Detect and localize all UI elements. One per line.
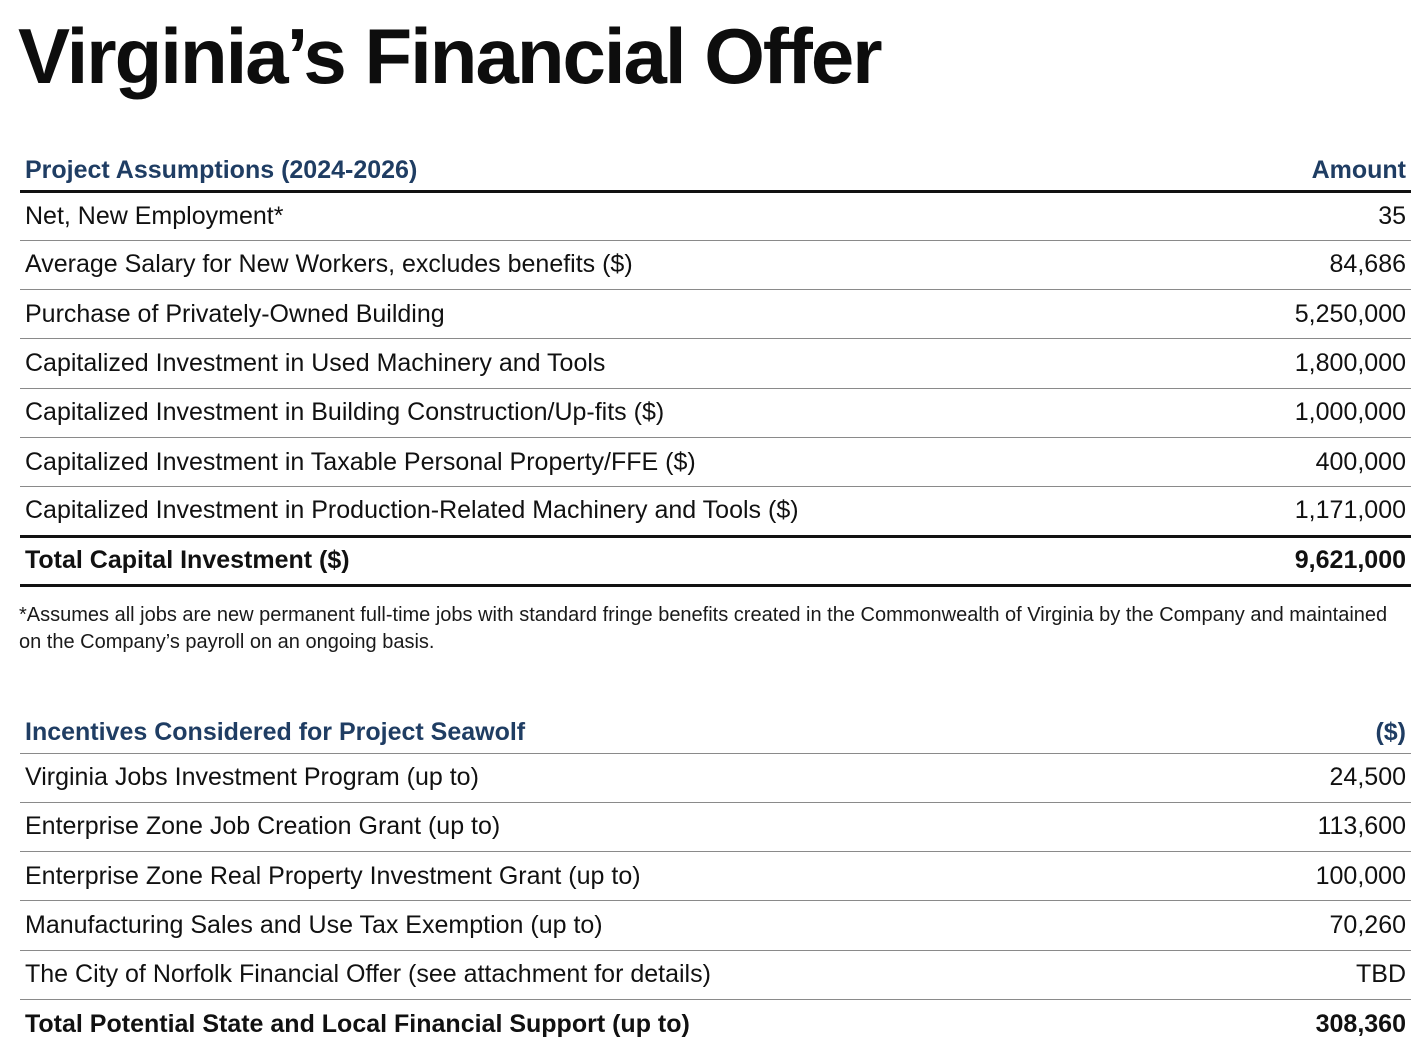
total-row [20, 999, 1411, 1048]
row-value: TBD [1120, 950, 1411, 999]
row-label: Enterprise Zone Real Property Investment Grant (up to) [20, 852, 1120, 901]
row-label: Capitalized Investment in Production-Related Machinery and Tools ($) [25, 496, 799, 525]
row-label: The City of Norfolk Financial Offer (see attachment for details) [20, 950, 1120, 999]
row-label: Net, New Employment* [20, 191, 1120, 240]
page-title: Virginia’s Financial Offer [18, 12, 881, 100]
table-row [20, 802, 1411, 851]
row-label: Capitalized Investment in Building Construction/Up-fits ($) [20, 388, 1120, 437]
row-value: 1,000,000 [1120, 388, 1411, 437]
table-row [20, 852, 1411, 901]
project-assumptions-table [20, 151, 1411, 587]
incentives-table [20, 713, 1411, 1049]
row-value: 1,800,000 [1120, 339, 1411, 388]
row-value: 400,000 [1120, 437, 1411, 486]
total-row [20, 536, 1411, 585]
row-value: 5,250,000 [1120, 290, 1411, 339]
row-value: 35 [1120, 191, 1411, 240]
row-label: Capitalized Investment in Used Machinery and Tools [20, 339, 1120, 388]
table-row [20, 339, 1411, 388]
table-row [20, 901, 1411, 950]
table-row [20, 487, 1411, 536]
column-header-amount: Amount [1120, 151, 1411, 191]
row-label: Average Salary for New Workers, excludes benefits ($) [20, 240, 1120, 289]
table-row [20, 388, 1411, 437]
table-row [20, 753, 1411, 802]
row-label: Enterprise Zone Job Creation Grant (up to) [20, 802, 1120, 851]
row-value: 70,260 [1120, 901, 1411, 950]
total-label: Total Potential State and Local Financial Support (up to) [25, 1009, 690, 1038]
column-header-amount: ($) [1120, 713, 1411, 753]
row-label: Purchase of Privately-Owned Building [20, 290, 1120, 339]
total-label: Total Capital Investment ($) [20, 536, 1120, 585]
table-header-row [20, 713, 1411, 753]
row-value: 1,171,000 [1294, 496, 1406, 525]
table-row [20, 437, 1411, 486]
table-row [20, 290, 1411, 339]
row-value: 100,000 [1120, 852, 1411, 901]
row-label: Manufacturing Sales and Use Tax Exemption (up to) [20, 901, 1120, 950]
row-value: 113,600 [1120, 802, 1411, 851]
total-value: 308,360 [1315, 1009, 1406, 1038]
row-label: Capitalized Investment in Taxable Personal Property/FFE ($) [20, 437, 1120, 486]
total-value: 9,621,000 [1120, 536, 1411, 585]
table-row [20, 240, 1411, 289]
row-value: 84,686 [1120, 240, 1411, 289]
table-row [20, 191, 1411, 240]
row-value: 24,500 [1120, 753, 1411, 802]
row-label: Virginia Jobs Investment Program (up to) [20, 753, 1120, 802]
footnote: *Assumes all jobs are new permanent full-time jobs with standard fringe benefits created in the Commonwealth of Virginia by the Company and maintained on the Company’s payroll on an ongoing basis. [19, 604, 1388, 653]
column-header-label: Incentives Considered for Project Seawolf [20, 713, 1120, 753]
table-row [20, 950, 1411, 999]
table-header-row [20, 151, 1411, 191]
column-header-label: Project Assumptions (2024-2026) [20, 151, 1120, 191]
